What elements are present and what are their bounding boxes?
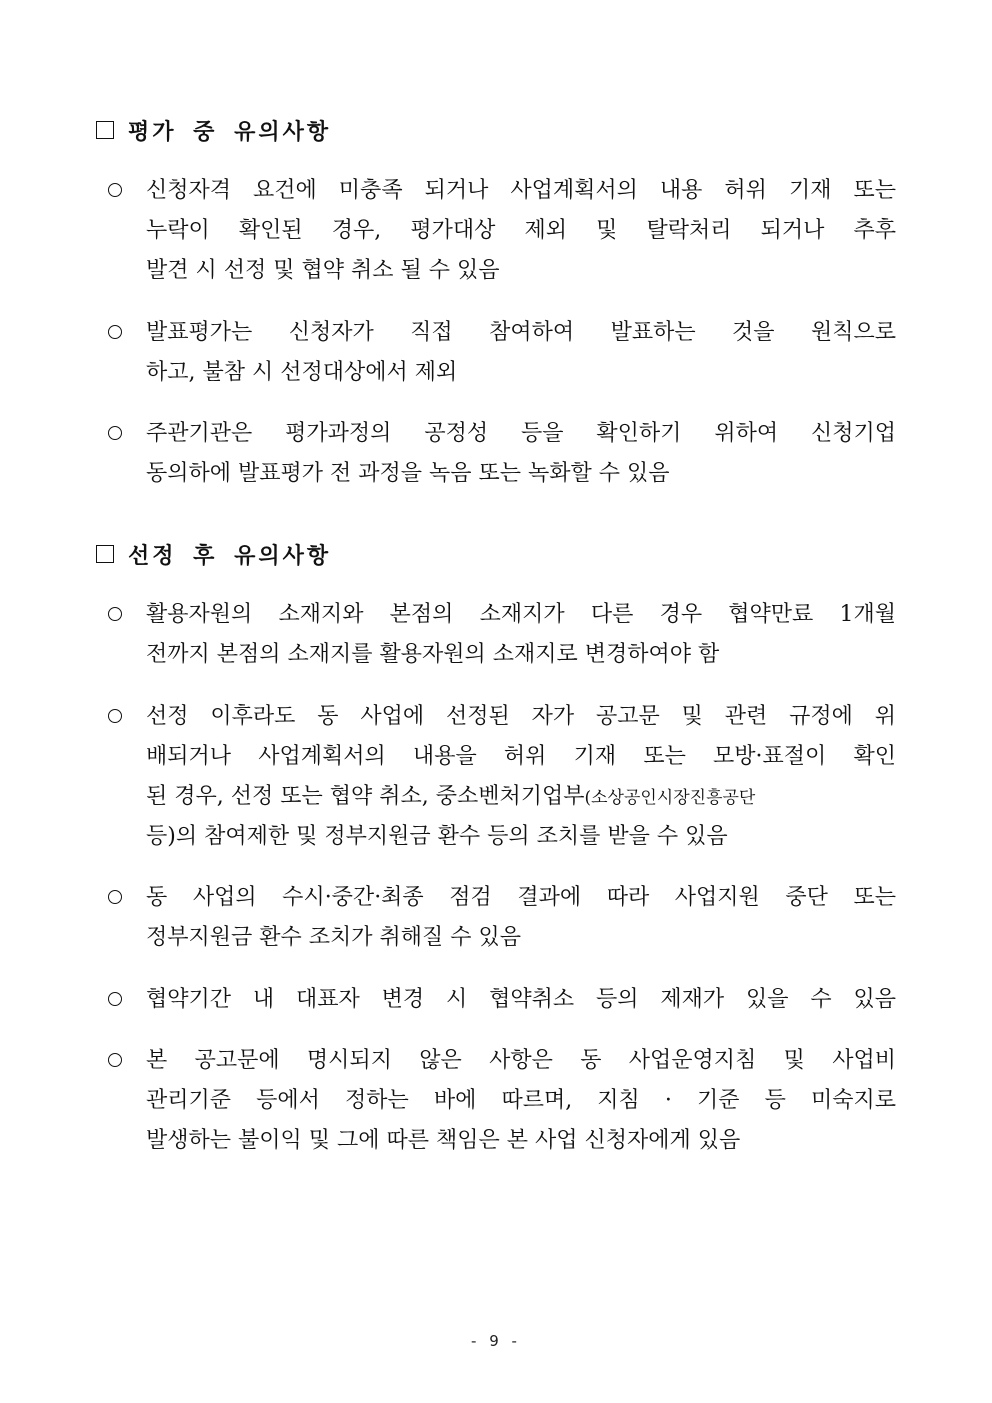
section-header	[96, 536, 992, 572]
section-title: 선정 후 유의사항	[128, 543, 332, 569]
item-line: 정부지원금 환수 조치가 취해질 수 있음	[146, 925, 521, 950]
item-line: 본 공고문에 명시되지 않은 사항은 동 사업운영지침 및 사업비	[146, 1048, 896, 1073]
item-line: 동의하에 발표평가 전 과정을 녹음 또는 녹화할 수 있음	[146, 461, 670, 486]
item-line: 활용자원의 소재지와 본점의 소재지가 다른 경우 협약만료 1개월	[146, 602, 896, 627]
item-line: 동 사업의 수시·중간·최종 점검 결과에 따라 사업지원 중단 또는	[146, 885, 896, 910]
circle-bullet-icon	[108, 325, 122, 339]
item-line: 발생하는 불이익 및 그에 따른 책임은 본 사업 신청자에게 있음	[146, 1128, 741, 1153]
item-line: 협약기간 내 대표자 변경 시 협약취소 등의 제재가 있을 수 있음	[146, 987, 896, 1012]
item-line: 하고, 불참 시 선정대상에서 제외	[146, 360, 458, 385]
section-title: 평가 중 유의사항	[128, 119, 332, 145]
circle-bullet-icon	[108, 1053, 122, 1067]
page-number: - 9 -	[471, 1332, 521, 1350]
item-line-text: 된 경우, 선정 또는 협약 취소, 중소벤처기업부	[146, 784, 585, 809]
section-post-selection-notes	[0, 536, 992, 572]
item-line-small-text: (소상공인시장진흥공단	[584, 788, 756, 808]
circle-bullet-icon	[108, 426, 122, 440]
item-line: 신청자격 요건에 미충족 되거나 사업계획서의 내용 허위 기재 또는	[146, 178, 896, 203]
item-line: 누락이 확인된 경우, 평가대상 제외 및 탈락처리 되거나 추후	[146, 218, 896, 243]
item-line: 주관기관은 평가과정의 공정성 등을 확인하기 위하여 신청기업	[146, 421, 896, 446]
item-line: 배되거나 사업계획서의 내용을 허위 기재 또는 모방·표절이 확인	[146, 744, 896, 769]
item-line: 관리기준 등에서 정하는 바에 따르며, 지침 · 기준 등 미숙지로	[146, 1088, 896, 1113]
circle-bullet-icon	[108, 709, 122, 723]
circle-bullet-icon	[108, 607, 122, 621]
circle-bullet-icon	[108, 992, 122, 1006]
item-line	[146, 782, 896, 812]
item-line: 등)의 참여제한 및 정부지원금 환수 등의 조치를 받을 수 있음	[146, 824, 728, 849]
item-line: 전까지 본점의 소재지를 활용자원의 소재지로 변경하여야 함	[146, 642, 720, 667]
section-evaluation-notes	[0, 112, 992, 148]
section-header	[96, 112, 992, 148]
checkbox-square-icon	[96, 545, 114, 563]
circle-bullet-icon	[108, 183, 122, 197]
checkbox-square-icon	[96, 121, 114, 139]
circle-bullet-icon	[108, 890, 122, 904]
item-line: 발견 시 선정 및 협약 취소 될 수 있음	[146, 258, 500, 283]
item-line: 선정 이후라도 동 사업에 선정된 자가 공고문 및 관련 규정에 위	[146, 704, 896, 729]
item-line: 발표평가는 신청자가 직접 참여하여 발표하는 것을 원칙으로	[146, 320, 896, 345]
